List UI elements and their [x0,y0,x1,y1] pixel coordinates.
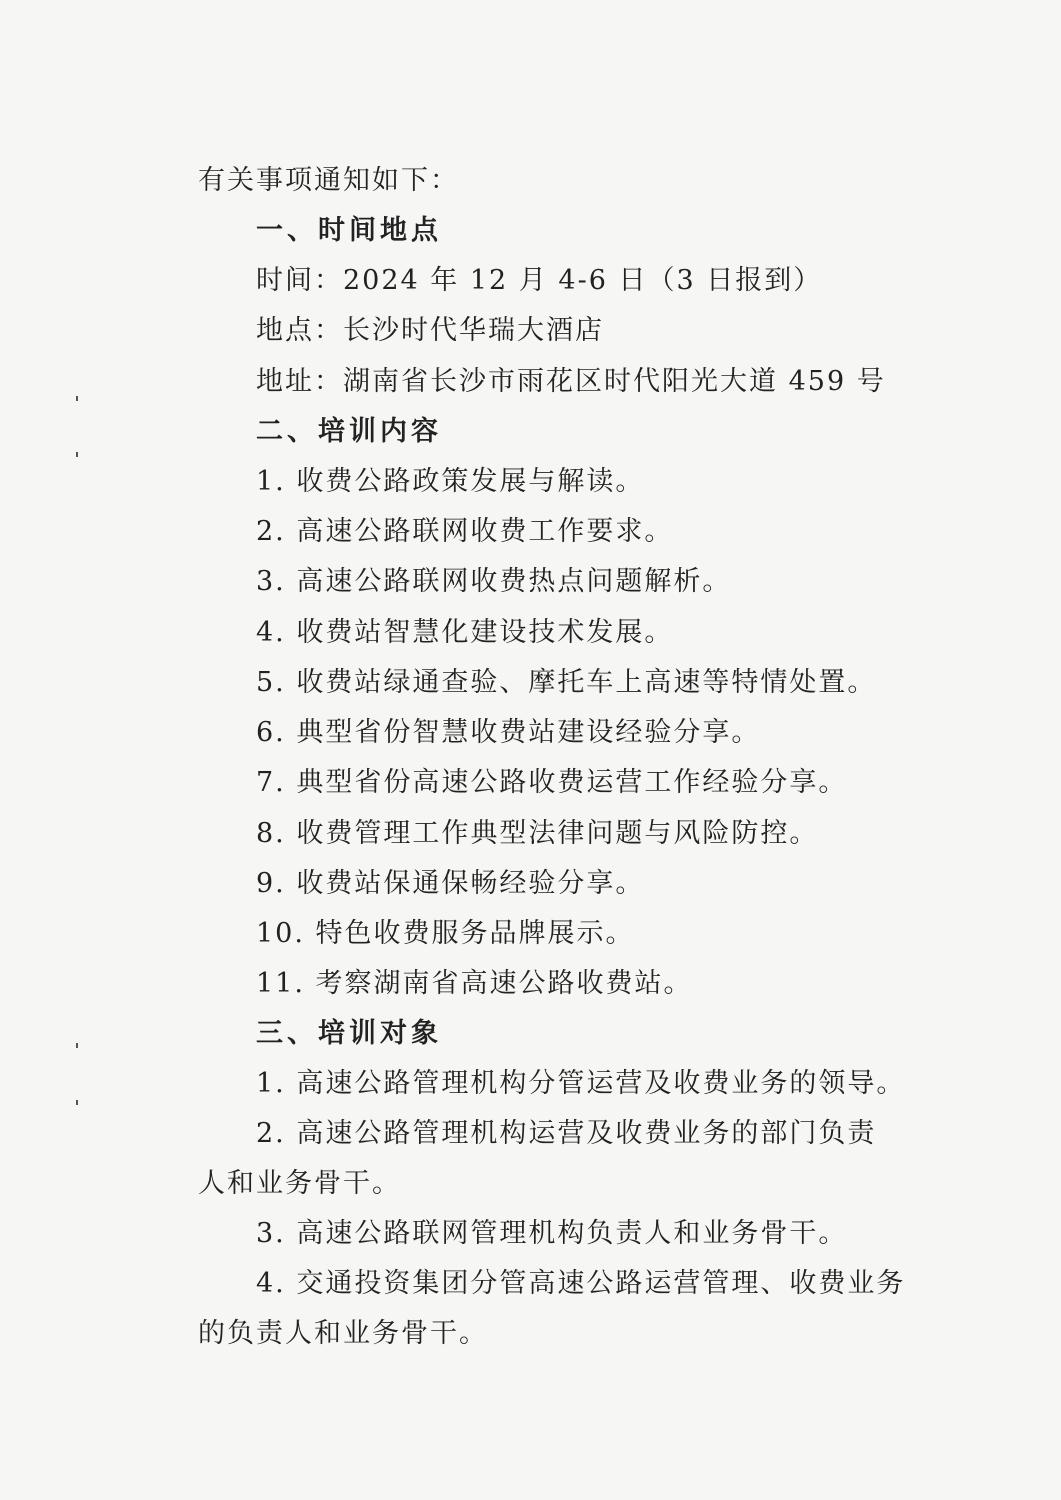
content-item-10: 10. 特色收费服务品牌展示。 [256,918,635,949]
section-3-heading: 三、培训对象 [256,1018,442,1049]
content-item-3: 3. 高速公路联网收费热点问题解析。 [256,566,732,597]
content-item-5: 5. 收费站绿通查验、摩托车上高速等特情处置。 [256,667,877,698]
address-line: 地址：湖南省长沙市雨花区时代阳光大道 459 号 [256,366,886,397]
content-item-1: 1. 收费公路政策发展与解读。 [256,466,645,497]
scan-mark [76,1043,78,1048]
content-item-9: 9. 收费站保通保畅经验分享。 [256,868,645,899]
target-item-4: 4. 交通投资集团分管高速公路运营管理、收费业务 [256,1268,906,1299]
scan-mark [76,1100,78,1105]
target-item-1: 1. 高速公路管理机构分管运营及收费业务的领导。 [256,1068,906,1099]
intro-text: 有关事项通知如下： [198,165,459,196]
scan-mark [76,452,78,457]
section-2-heading: 二、培训内容 [256,416,442,447]
content-item-6: 6. 典型省份智慧收费站建设经验分享。 [256,717,761,748]
place-line: 地点：长沙时代华瑞大酒店 [256,315,604,346]
section-1-heading: 一、时间地点 [256,215,442,246]
content-item-4: 4. 收费站智慧化建设技术发展。 [256,617,674,648]
content-item-8: 8. 收费管理工作典型法律问题与风险防控。 [256,818,819,849]
content-item-2: 2. 高速公路联网收费工作要求。 [256,516,674,547]
target-item-4-continued: 的负责人和业务骨干。 [198,1318,488,1349]
target-item-2: 2. 高速公路管理机构运营及收费业务的部门负责 [256,1118,877,1149]
target-item-2-continued: 人和业务骨干。 [198,1168,401,1199]
content-item-11: 11. 考察湖南省高速公路收费站。 [256,968,693,999]
scan-mark [76,396,78,401]
content-item-7: 7. 典型省份高速公路收费运营工作经验分享。 [256,767,848,798]
target-item-3: 3. 高速公路联网管理机构负责人和业务骨干。 [256,1218,848,1249]
time-line: 时间：2024 年 12 月 4-6 日（3 日报到） [256,265,823,296]
